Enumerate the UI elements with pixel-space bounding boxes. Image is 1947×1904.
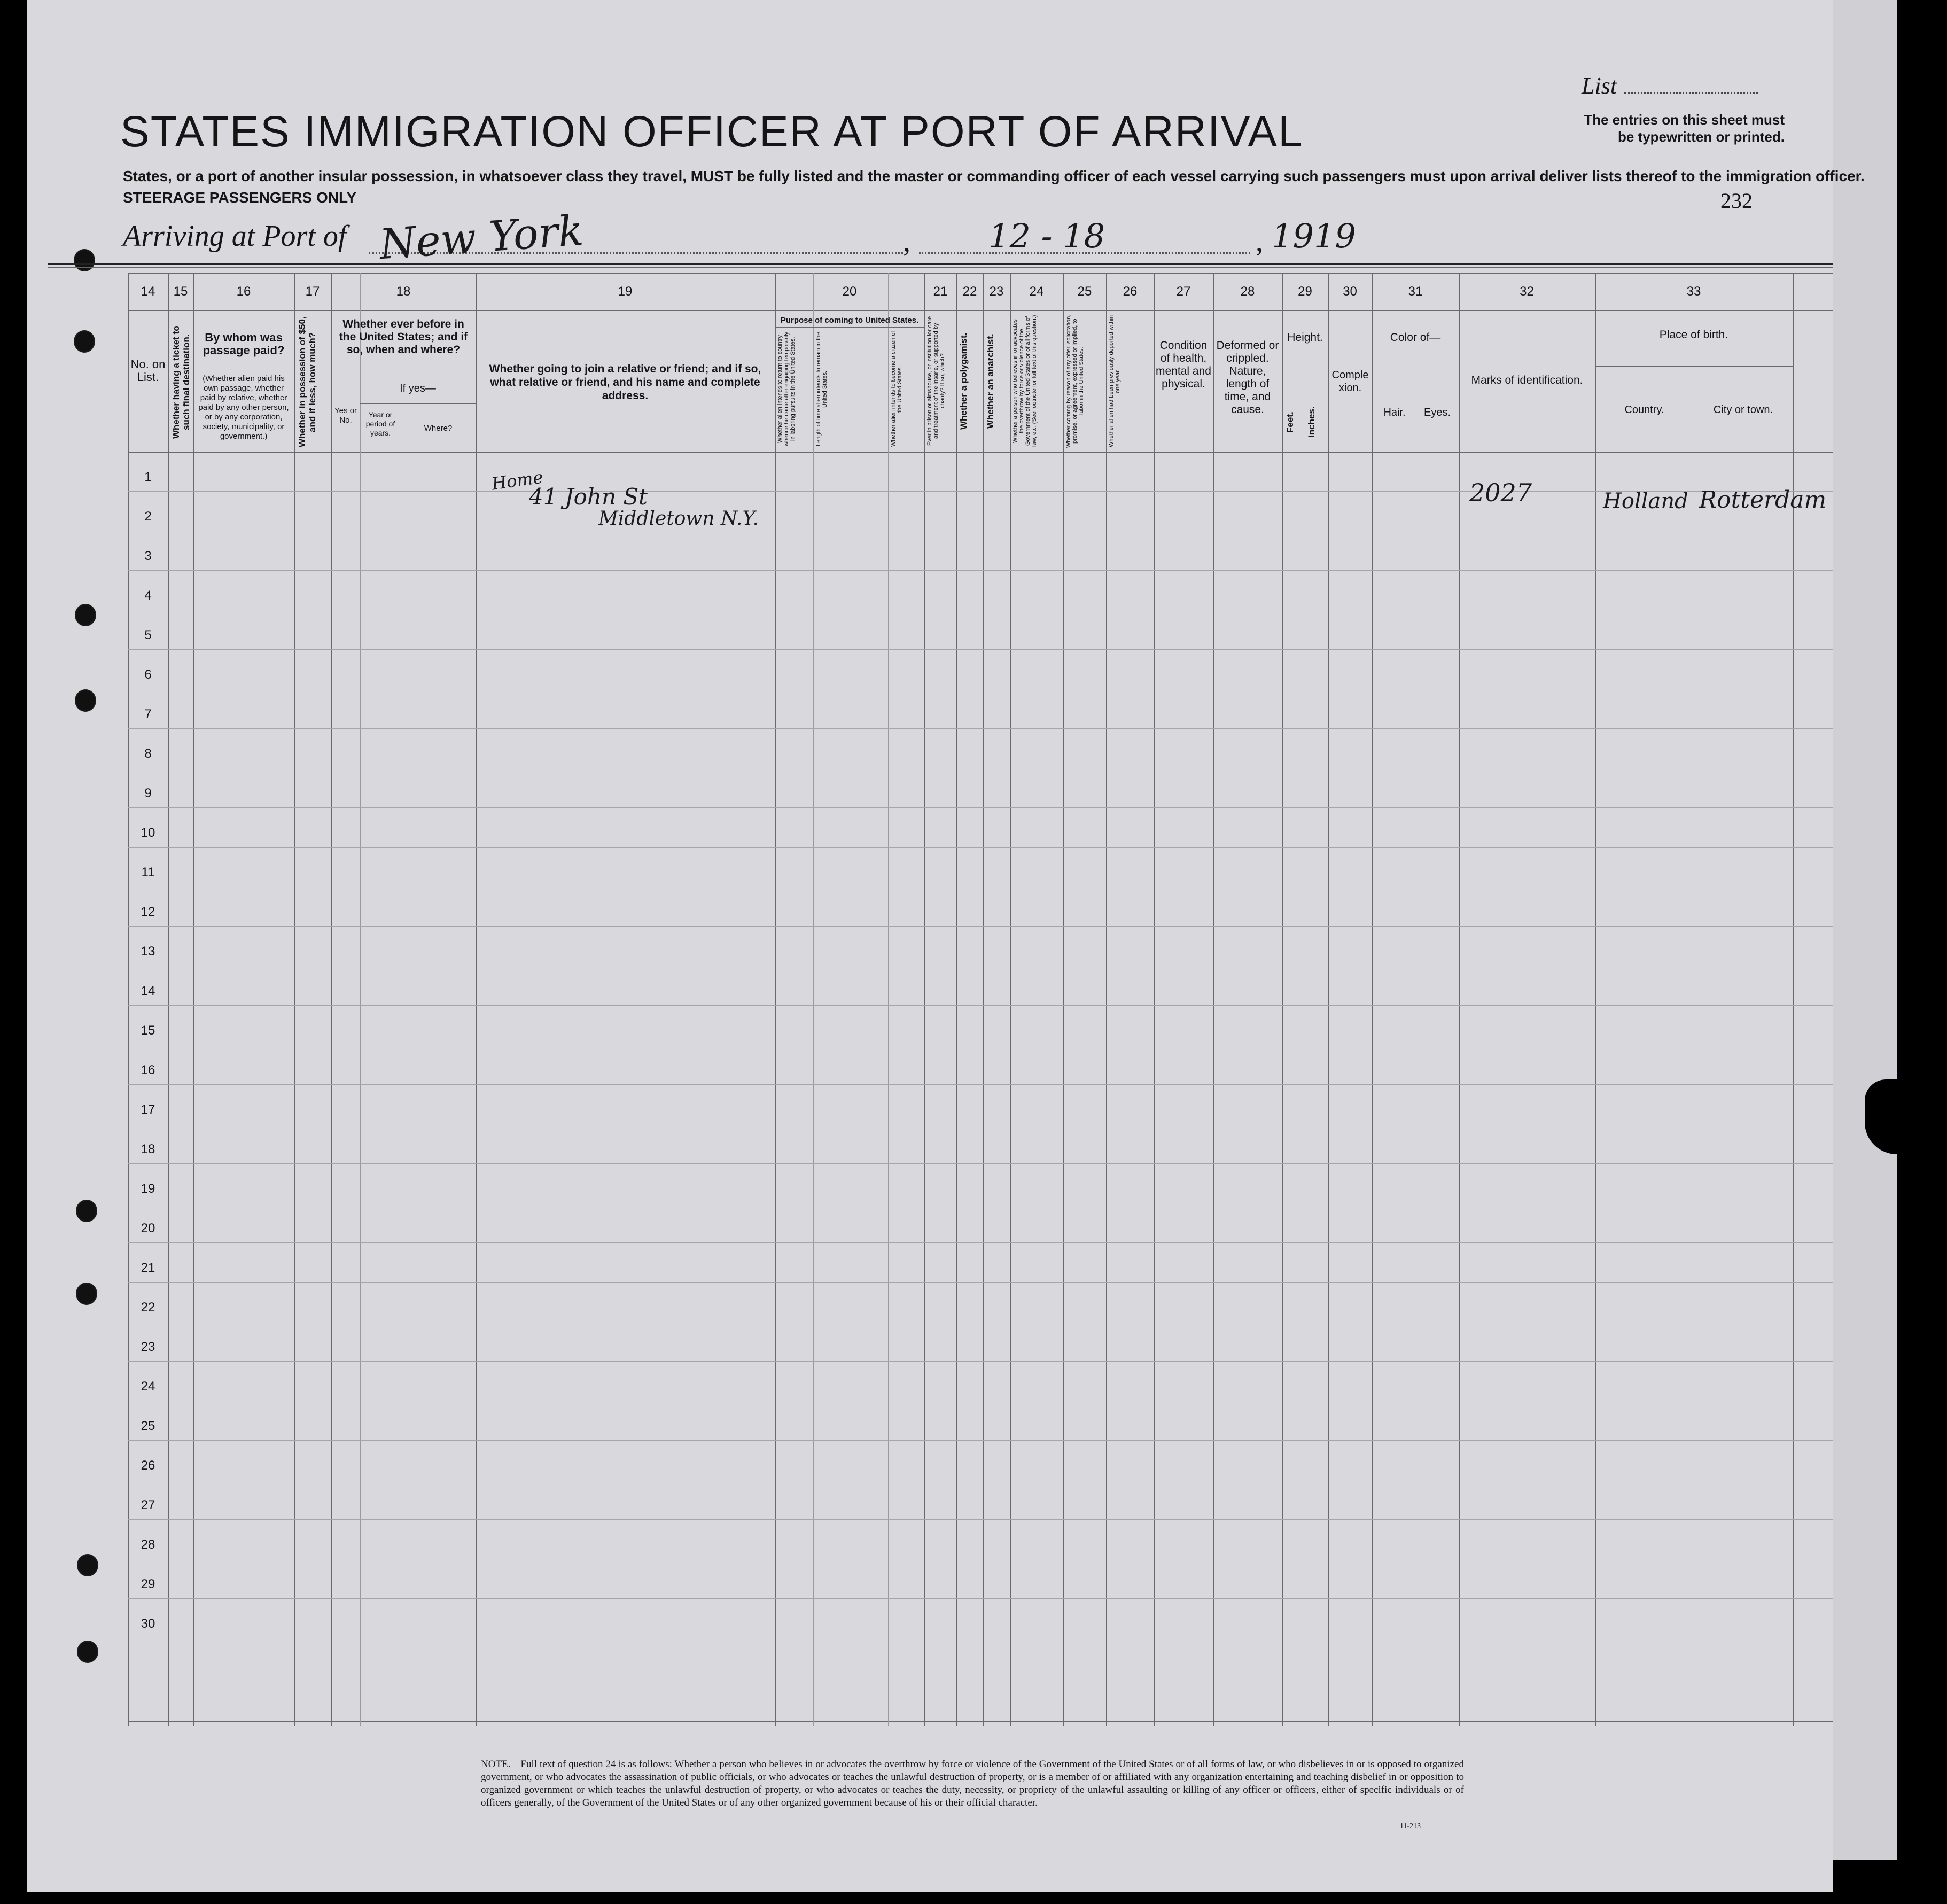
col-number: 33 xyxy=(1686,284,1701,299)
col-number: 14 xyxy=(141,284,155,299)
row-number: 28 xyxy=(141,1537,155,1552)
col-number: 20 xyxy=(842,284,857,299)
row-number: 18 xyxy=(141,1142,155,1156)
col-number: 32 xyxy=(1520,284,1534,299)
row1-address-2[interactable]: Middletown N.Y. xyxy=(598,508,759,530)
col-number: 31 xyxy=(1408,284,1423,299)
row-number: 30 xyxy=(141,1617,155,1631)
row1-city[interactable]: Rotterdam xyxy=(1699,486,1827,514)
form-subtitle: States, or a port of another insular possession, in whatsoever class they travel, MUST be fully listed and the master or commanding officer of each vessel carrying such passengers must upon arrival deliver lists thereof to the immigration officer. xyxy=(123,168,1865,184)
col-line xyxy=(1282,273,1283,1726)
col-number: 18 xyxy=(396,284,411,299)
row-line xyxy=(128,1282,1833,1283)
header-fifty-dollars: Whether in possession of $50, and if less, how much? xyxy=(297,316,317,448)
row-line xyxy=(128,1242,1833,1243)
col-number: 19 xyxy=(618,284,633,299)
header-deported: Whether alien had been previously deported within one year. xyxy=(1108,315,1121,447)
row-number: 11 xyxy=(141,865,155,880)
port-handwritten[interactable]: New York xyxy=(378,206,585,269)
row-number: 1 xyxy=(144,470,152,484)
binder-hole xyxy=(75,689,96,712)
header-return-intent: Whether alien intends to return to country whence he came after engaging temporarily in laboring pursuits in the United States. xyxy=(777,332,796,447)
row1-relation[interactable]: Home xyxy=(490,467,544,494)
row-number: 17 xyxy=(141,1102,155,1117)
page-number: 232 xyxy=(1720,189,1753,213)
col-line xyxy=(1063,273,1064,1726)
row-number: 3 xyxy=(144,549,152,563)
col-line xyxy=(1106,273,1107,1726)
col-line xyxy=(1010,273,1011,1726)
table-bottom-line xyxy=(128,1721,1833,1722)
header-place-birth: Place of birth. xyxy=(1659,329,1728,341)
row-number: 13 xyxy=(141,944,155,959)
binder-hole xyxy=(76,1200,97,1222)
header-color-of: Color of— xyxy=(1390,331,1441,344)
col-line xyxy=(1459,273,1460,1726)
col-line-thin xyxy=(888,273,889,1726)
subheader-line xyxy=(775,327,924,328)
row1-country[interactable]: Holland xyxy=(1603,489,1688,514)
col-number: 17 xyxy=(305,284,320,299)
col-line xyxy=(1213,273,1214,1726)
comma: , xyxy=(1256,225,1263,258)
col-number: 30 xyxy=(1343,284,1357,299)
row-line xyxy=(128,1598,1833,1599)
header-country: Country. xyxy=(1624,404,1664,416)
footnote: NOTE.—Full text of question 24 is as follows: Whether a person who believes in or advocates the overthrow by force or violence of the Government of the United States or of all forms of law, or who disbelieves in or is opposed to organized government, or who advocates the assassination of public officials, or who advocates or teaches the unlawful destruction of property, or is a member of or affiliated with any organization entertaining and teaching disbelief in or opposition to organized government or which teaches the unlawful destruction of property, or who advocates or teaches the duty, necessity, or propriety of the unlawful assaulting or killing of any officer or officers, either of specific individuals or of officers generally, of the Government of the United States or of any other organized government because of his or their official character. xyxy=(481,1759,1464,1808)
row-number: 9 xyxy=(144,786,152,801)
row-number: 25 xyxy=(141,1419,155,1433)
row-number: 6 xyxy=(144,667,152,682)
row-line xyxy=(128,728,1833,729)
year-field[interactable]: 1919 xyxy=(1272,216,1356,255)
header-eyes: Eyes. xyxy=(1423,407,1451,418)
comma: , xyxy=(903,225,910,258)
row-line xyxy=(128,1084,1833,1085)
torn-edge xyxy=(1833,0,1897,1860)
entries-note-line-1: The entries on this sheet must xyxy=(1584,112,1785,128)
header-deformed: Deformed or crippled. Nature, length of time, and cause. xyxy=(1216,339,1279,416)
binder-hole xyxy=(77,1554,98,1576)
row-number: 27 xyxy=(141,1498,155,1512)
col-line xyxy=(1372,273,1373,1726)
row-line xyxy=(128,1361,1833,1362)
row-line xyxy=(128,570,1833,571)
row-number: 5 xyxy=(144,628,152,642)
row-number: 14 xyxy=(141,984,155,998)
binder-hole xyxy=(74,330,95,353)
header-passage-note: (Whether alien paid his own passage, whether paid by relative, whether paid by any other person, or by any corporation, society, municipality, or government.) xyxy=(198,374,289,441)
header-feet: Feet. xyxy=(1285,411,1295,433)
header-length-stay: Length of time alien intends to remain in the United States. xyxy=(815,332,828,446)
col-number: 26 xyxy=(1123,284,1138,299)
header-no-on-list: No. on List. xyxy=(130,358,166,384)
row-number: 20 xyxy=(141,1221,155,1235)
col-number: 22 xyxy=(962,284,977,299)
col-line xyxy=(476,273,477,1726)
row-number: 19 xyxy=(141,1182,155,1196)
table-top-line xyxy=(128,273,1833,274)
col-line xyxy=(775,273,776,1726)
col-line xyxy=(1328,273,1329,1726)
col-number: 15 xyxy=(173,284,188,299)
row-line xyxy=(128,1005,1833,1006)
col-number: 29 xyxy=(1298,284,1312,299)
row-number: 15 xyxy=(141,1023,155,1038)
row-number: 16 xyxy=(141,1063,155,1077)
row-number: 4 xyxy=(144,588,152,603)
header-ever-before: Whether ever before in the United States; and if so, when and where? xyxy=(339,318,468,356)
header-anarchist: Whether an anarchist. xyxy=(985,333,995,429)
row-line xyxy=(128,1440,1833,1441)
header-yes-no: Yes or No. xyxy=(334,406,357,425)
colnum-line xyxy=(128,310,1833,311)
col-number: 28 xyxy=(1240,284,1255,299)
row-number: 26 xyxy=(141,1458,155,1473)
header-labor-offer: Whether coming by reason of any offer, solicitation, promise, or agreement, expressed or implied, to labor in the United States. xyxy=(1065,314,1085,448)
manifest-table xyxy=(128,273,1833,1726)
entries-note xyxy=(1533,111,1785,145)
col-line xyxy=(924,273,925,1726)
row1-marks[interactable]: 2027 xyxy=(1469,478,1532,507)
header-rule-thin xyxy=(48,267,1833,268)
subheader-line xyxy=(360,403,476,404)
header-rule xyxy=(48,263,1833,265)
row-line xyxy=(128,1519,1833,1520)
header-ticket: Whether having a ticket to such final destination. xyxy=(171,325,191,439)
col-number: 16 xyxy=(236,284,251,299)
binder-hole xyxy=(75,604,96,626)
header-if-yes: If yes— xyxy=(400,383,436,394)
col-line xyxy=(168,273,169,1726)
row1-address-1[interactable]: 41 John St xyxy=(529,484,648,510)
col-line xyxy=(983,273,984,1726)
header-hair: Hair. xyxy=(1383,407,1406,418)
binder-hole xyxy=(74,249,95,271)
header-polygamist: Whether a polygamist. xyxy=(959,332,969,430)
form-title: STATES IMMIGRATION OFFICER AT PORT OF ARRIVAL xyxy=(120,107,1304,156)
col-line-thin xyxy=(813,273,814,1726)
list-number-field[interactable] xyxy=(1624,92,1758,94)
binder-hole xyxy=(77,1641,98,1663)
col-line xyxy=(193,273,194,1726)
row-line xyxy=(128,491,1833,492)
header-prison: Ever in prison or almshouse, or institution for care and treatment of the insane, or supported by charity? If so, which? xyxy=(926,316,946,446)
header-inches: Inches. xyxy=(1306,406,1317,438)
row-number: 22 xyxy=(141,1300,155,1315)
header-height: Height. xyxy=(1287,331,1323,344)
date-handwritten[interactable]: 12 - 18 xyxy=(988,216,1105,255)
row-number: 10 xyxy=(141,826,155,840)
header-health: Condition of health, mental and physical. xyxy=(1156,339,1211,390)
binder-hole xyxy=(76,1283,97,1305)
row-line xyxy=(128,847,1833,848)
header-city: City or town. xyxy=(1713,404,1773,416)
header-citizen-intent: Whether alien intends to become a citizen of the United States. xyxy=(890,331,903,447)
col-number: 25 xyxy=(1077,284,1092,299)
row-number: 12 xyxy=(141,905,155,919)
steerage-label: STEERAGE PASSENGERS ONLY xyxy=(123,189,357,206)
list-label: List xyxy=(1582,73,1617,99)
header-years: Year or period of years. xyxy=(365,410,395,437)
header-passage-paid: By whom was passage paid? xyxy=(203,331,285,357)
row-line xyxy=(128,926,1833,927)
row-number: 8 xyxy=(144,747,152,761)
col-number: 24 xyxy=(1029,284,1044,299)
subheader-line xyxy=(1595,366,1793,367)
form-code: 11-213 xyxy=(1400,1822,1421,1830)
row-number: 2 xyxy=(144,509,152,524)
row-number: 7 xyxy=(144,707,152,721)
col-line-thin xyxy=(360,273,361,1726)
row-number: 21 xyxy=(141,1261,155,1275)
row-line xyxy=(128,807,1833,808)
header-overthrow: Whether a person who believes in or advocates the overthrow by force or violence of the Government of the United States or of all forms of law, etc. (See footnote for full text of this question.) xyxy=(1012,315,1038,447)
header-complexion: Complexion. xyxy=(1331,369,1369,394)
entries-note-line-2: be typewritten or printed. xyxy=(1617,129,1785,145)
col-number: 21 xyxy=(933,284,948,299)
arriving-label: Arriving at Port of xyxy=(123,220,347,253)
row-number: 23 xyxy=(141,1340,155,1354)
col-line xyxy=(1595,273,1596,1726)
header-where: Where? xyxy=(424,424,453,433)
row-line xyxy=(128,649,1833,650)
row-number: 29 xyxy=(141,1577,155,1591)
col-line xyxy=(956,273,957,1726)
header-purpose: Purpose of coming to United States. xyxy=(780,316,919,325)
col-line xyxy=(331,273,332,1726)
header-marks: Marks of identification. xyxy=(1471,374,1583,386)
col-number: 27 xyxy=(1176,284,1191,299)
col-number: 23 xyxy=(989,284,1004,299)
col-line xyxy=(294,273,295,1726)
header-join-relative: Whether going to join a relative or friend; and if so, what relative or friend, and his name and complete address. xyxy=(489,363,761,402)
header-bottom-line xyxy=(128,452,1833,453)
row-number: 24 xyxy=(141,1379,155,1394)
col-line xyxy=(1154,273,1155,1726)
row-line xyxy=(128,1163,1833,1164)
